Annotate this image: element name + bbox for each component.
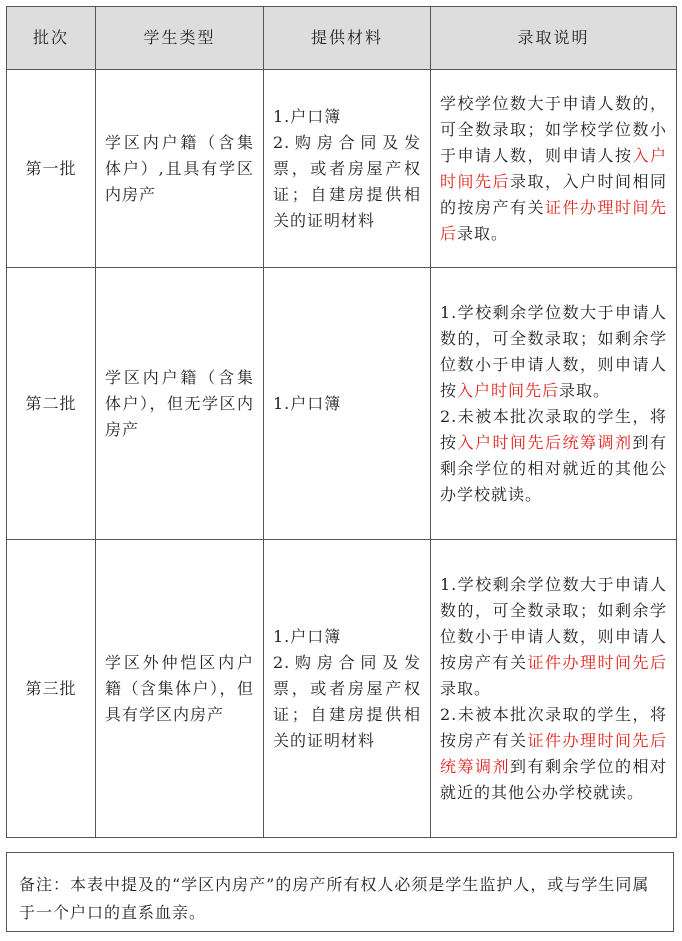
material-item: 1.户口簿 xyxy=(273,393,342,413)
cell-student-type: 学区内户籍（含集体户）,且具有学区内房产 xyxy=(96,70,264,268)
description-text: 2.未被本批次录取的学生，将按 xyxy=(440,406,667,452)
highlight-text: 入户时间先后 xyxy=(440,145,667,191)
admission-table xyxy=(6,6,677,838)
material-item: 1.户口簿 xyxy=(273,626,342,646)
description-paragraph xyxy=(440,404,667,508)
cell-materials xyxy=(264,70,431,268)
cell-description xyxy=(431,540,677,838)
note-text: 备注：本表中提及的“学区内房产”的房产所有权人必须是学生监护人，或与学生同属于一个户口的直系血亲。 xyxy=(19,875,650,922)
description-text: 1.学校剩余学位数大于申请人数的，可全数录取；如剩余学位数小于申请人数，则申请人按 xyxy=(440,302,667,400)
material-item: 2.购房合同及发票，或者房屋产权证；自建房提供相关的证明材料 xyxy=(273,132,421,230)
description-text: 2.未被本批次录取的学生，将按房产有关 xyxy=(440,704,667,750)
cell-student-type: 学区内户籍（含集体户），但无学区内房产 xyxy=(96,268,264,540)
table-header-row xyxy=(7,7,677,70)
material-item: 1.户口簿 xyxy=(273,106,342,126)
description-text: 录取。 xyxy=(457,223,509,243)
cell-description xyxy=(431,268,677,540)
description-text: 学校学位数大于申请人数的，可全数录取；如学校学位数小于申请人数，则申请人按 xyxy=(440,93,667,165)
cell-batch: 第一批 xyxy=(7,70,96,268)
header-student-type: 学生类型 xyxy=(96,7,264,70)
table-body xyxy=(7,70,677,838)
description-paragraph xyxy=(440,702,667,806)
note-box xyxy=(6,852,674,932)
description-text: 1.学校剩余学位数大于申请人数的，可全数录取；如剩余学位数小于申请人数，则申请人按房产有关 xyxy=(440,574,667,672)
cell-batch: 第三批 xyxy=(7,540,96,838)
cell-materials xyxy=(264,540,431,838)
table-row xyxy=(7,268,677,540)
highlight-text: 证件办理时间先后 xyxy=(440,197,667,243)
description-text: 录取。 xyxy=(440,678,492,698)
cell-batch: 第二批 xyxy=(7,268,96,540)
header-batch: 批次 xyxy=(7,7,96,70)
highlight-text: 入户时间先后统筹调剂 xyxy=(457,432,633,452)
table-row xyxy=(7,70,677,268)
cell-student-type: 学区外仲恺区内户籍（含集体户），但具有学区内房产 xyxy=(96,540,264,838)
description-text: 录取，入户时间相同的按房产有关 xyxy=(440,171,667,217)
description-paragraph xyxy=(440,572,667,702)
table-row xyxy=(7,540,677,838)
highlight-text: 证件办理时间先后 xyxy=(527,652,667,672)
highlight-text: 证件办理时间先后统筹调剂 xyxy=(440,730,667,776)
cell-materials xyxy=(264,268,431,540)
cell-description xyxy=(431,70,677,268)
description-paragraph xyxy=(440,91,667,247)
header-materials: 提供材料 xyxy=(264,7,431,70)
highlight-text: 入户时间先后 xyxy=(457,380,560,400)
header-description: 录取说明 xyxy=(431,7,677,70)
description-paragraph xyxy=(440,300,667,404)
description-text: 到有剩余学位的相对就近的其他公办学校就读。 xyxy=(440,756,667,802)
description-text: 录取。 xyxy=(559,380,611,400)
description-text: 到有剩余学位的相对就近的其他公办学校就读。 xyxy=(440,432,667,504)
material-item: 2.购房合同及发票，或者房屋产权证；自建房提供相关的证明材料 xyxy=(273,652,421,750)
